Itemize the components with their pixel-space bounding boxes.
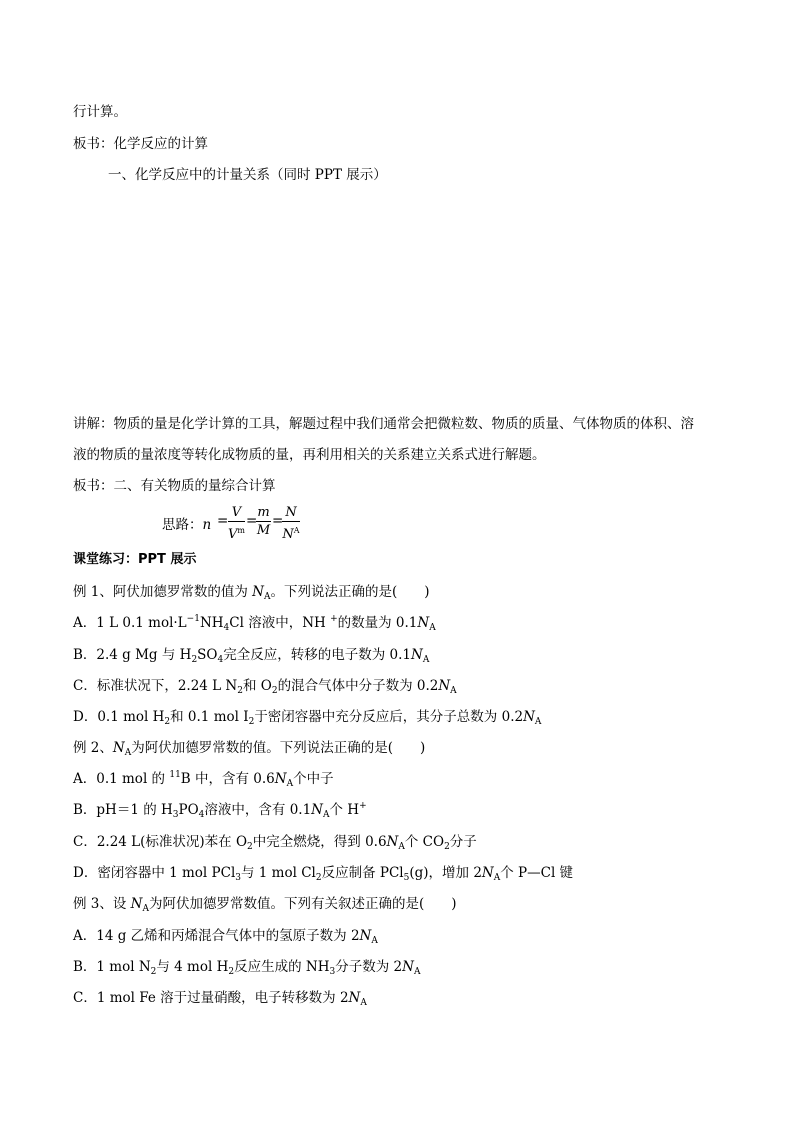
section-heading: 板书：二、有关物质的量综合计算 [73, 478, 276, 494]
fraction-m-M: m M [256, 505, 271, 538]
formula-label: 思路：n [162, 517, 212, 533]
option-ex3-b: B．1 mol $N_2$与 4 mol $H_2$反应生成的 $NH_3$分子数为 $2N_A$ [73, 959, 421, 977]
fraction-v-vm: V $V^m$ [228, 505, 245, 542]
text-line: 行计算。 [73, 104, 127, 120]
fraction-N-NA: N $N^A$ [282, 505, 300, 542]
text-line: 液的物质的量浓度等转化成物质的量，再利用相关的关系建立关系式进行解题。 [73, 447, 546, 463]
option-ex3-a: A．14 g 乙烯和丙烯混合气体中的氢原子数为 $2N_A$ [73, 928, 378, 946]
option-ex2-d: D．密闭容器中 1 mol PCl$_3$与 1 mol $Cl_2$反应制备 PCl$_5$(g)，增加 $2N_A$个 P—Cl 键 [73, 865, 574, 883]
option-ex1-d: D．0.1 mol $H_2$和 0.1 mol $I_2$于密闭容器中充分反应后，其分子总数为 $0.2N_A$ [73, 709, 542, 727]
option-ex2-c: C．2.24 L(标准状况)苯在 $O_2$中完全燃烧，得到 $0.6N_A$个 $CO_2$分子 [73, 834, 477, 852]
question-ex1: 例 1、阿伏加德罗常数的值为 $N_A$。下列说法正确的是( ) [73, 584, 430, 602]
option-ex1-c: C．标准状况下，2.24 L $N_2$和 $O_2$的混合气体中分子数为 $0.2N_A$ [73, 678, 457, 696]
text-line: 讲解：物质的量是化学计算的工具，解题过程中我们通常会把微粒数、物质的质量、气体物质的体积、溶 [73, 416, 694, 432]
option-ex2-b: B．pH＝1 的 $H_3PO_4$溶液中，含有 $0.1N_A$个 H+ [73, 801, 367, 820]
option-ex1-b: B．2.4 g Mg 与 $H_2SO_4$完全反应，转移的电子数为 $0.1N_A$ [73, 647, 430, 665]
option-ex1-a: A．1 L 0.1 $mol\cdot L^{-1}NH_4Cl$ 溶液中，NH +的数量为 $0.1N_A$ [73, 614, 436, 633]
text-line: 板书：化学反应的计算 [73, 136, 208, 152]
option-ex3-c: C．1 mol Fe 溶于过量硝酸，电子转移数为 $2N_A$ [73, 990, 367, 1008]
equals-sign: = [246, 513, 258, 529]
equals-sign: = [217, 513, 229, 529]
section-heading: 一、化学反应中的计量关系（同时 PPT 展示） [108, 167, 387, 183]
question-ex3: 例 3、设 $N_A$为阿伏加德罗常数值。下列有关叙述正确的是( ) [73, 896, 457, 914]
equals-sign: = [272, 513, 284, 529]
question-ex2: 例 2、$N_A$为阿伏加德罗常数的值。下列说法正确的是( ) [73, 740, 426, 758]
practice-heading: 课堂练习：PPT 展示 [73, 552, 197, 567]
option-ex2-a: A．0.1 mol 的 $^{11}$B 中，含有 $0.6N_A$个中子 [73, 770, 334, 789]
